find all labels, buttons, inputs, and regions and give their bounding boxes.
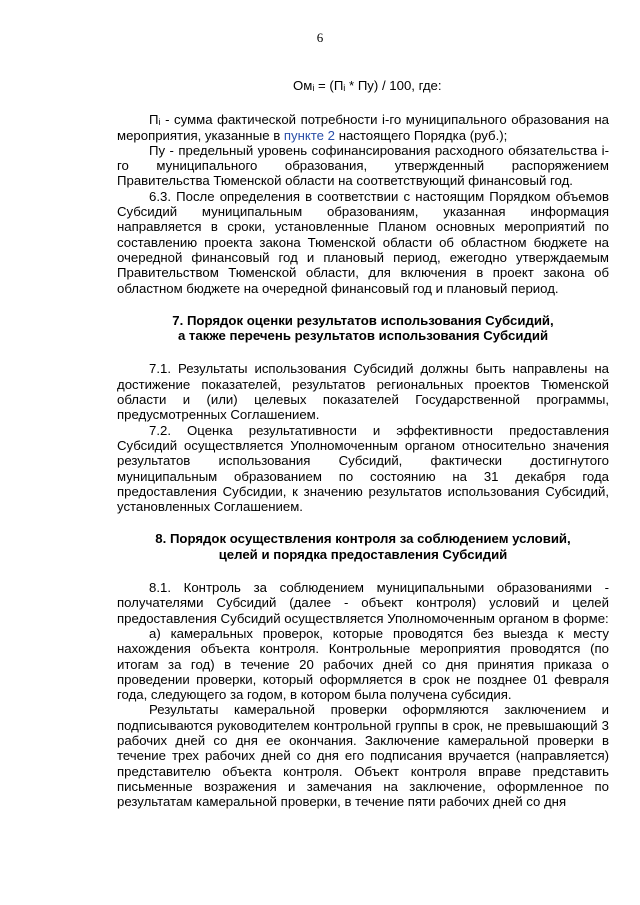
definition-pi-text-end: настоящего Порядка (руб.); — [335, 127, 508, 143]
section-7-title-line1: 7. Порядок оценки результатов использования Субсидий, — [172, 312, 554, 328]
section-8-title-line2: целей и порядка предоставления Субсидий — [218, 546, 508, 562]
clause-2-link[interactable]: пункте 2 — [283, 127, 336, 143]
paragraph-6-3: 6.3. После определения в соответствии с настоящим Порядком объемов Субсидий муниципальным образованиям, указанная информация направляется в сроки, установленные Планом основных мероприятий по составлению проекта закона Тюменской области об областном бюджете на очередной финансовый год и плановый период, ежегодно утверждаемым Правительством Тюменской области, для включения в проект закона об областном бюджете на очередной финансовый год и плановый период. — [117, 188, 609, 296]
paragraph-7-2: 7.2. Оценка результативности и эффективности предоставления Субсидий осуществляется Уполномоченным органом относительно значения результатов использования Субсидий, фактически достигнутого муниципальным образованием по состоянию на 31 декабря года предоставления Субсидии, к значению результатов использования Субсидий, установленных Соглашением. — [117, 422, 609, 515]
paragraph-7-1: 7.1. Результаты использования Субсидий должны быть направлены на достижение показателей, результатов региональных проектов Тюменской области и (или) целевых показателей Государственной программы, предусмотренных Соглашением. — [117, 361, 609, 423]
page-number: 6 — [316, 30, 324, 45]
formula: Омᵢ = (Пᵢ * Пу) / 100, где: — [293, 78, 442, 93]
section-7-title — [117, 313, 609, 344]
paragraph-results: Результаты камеральной проверки оформляются заключением и подписываются руководителем контрольной группы в срок, не превышающий 3 рабочих дней со дня ее окончания. Заключение камеральной проверки в течение трех рабочих дней со дня его подписания вручается (направляется) представителю объекта контроля. Объект контроля вправе представить письменные возражения и замечания на заключение, оформленное по результатам камеральной проверки, в течение пяти рабочих дней со дня — [117, 702, 609, 810]
section-8-title — [117, 531, 609, 562]
paragraph-8-1: 8.1. Контроль за соблюдением муниципальными образованиями - получателями Субсидий (далее - объект контроля) условий и целей предоставления Субсидий осуществляется Уполномоченным органом в форме: — [117, 580, 609, 626]
section-7-title-line2: а также перечень результатов использования Субсидий — [177, 328, 549, 344]
definition-pi-text: Пᵢ - сумма фактической потребности i-го муниципального образования на мероприятия, указанные в — [117, 112, 609, 143]
definition-pu: Пу - предельный уровень софинансирования расходного обязательства i-го муниципального образования, утвержденный распоряжением Правительства Тюменской области на соответствующий финансовый год. — [117, 142, 609, 189]
paragraph-8-1-a: а) камеральных проверок, которые проводятся без выезда к месту нахождения объекта контроля. Контрольные мероприятия проводятся (по итогам за год) в течение 20 рабочих дней со дня принятия приказа о проведении проверки, который оформляется в срок не позднее 01 февраля года, следующего за годом, в котором была получена субсидия. — [117, 625, 609, 703]
section-8-title-line1: 8. Порядок осуществления контроля за соблюдением условий, — [155, 531, 571, 547]
document-body — [117, 78, 609, 809]
definition-pi — [117, 112, 609, 143]
